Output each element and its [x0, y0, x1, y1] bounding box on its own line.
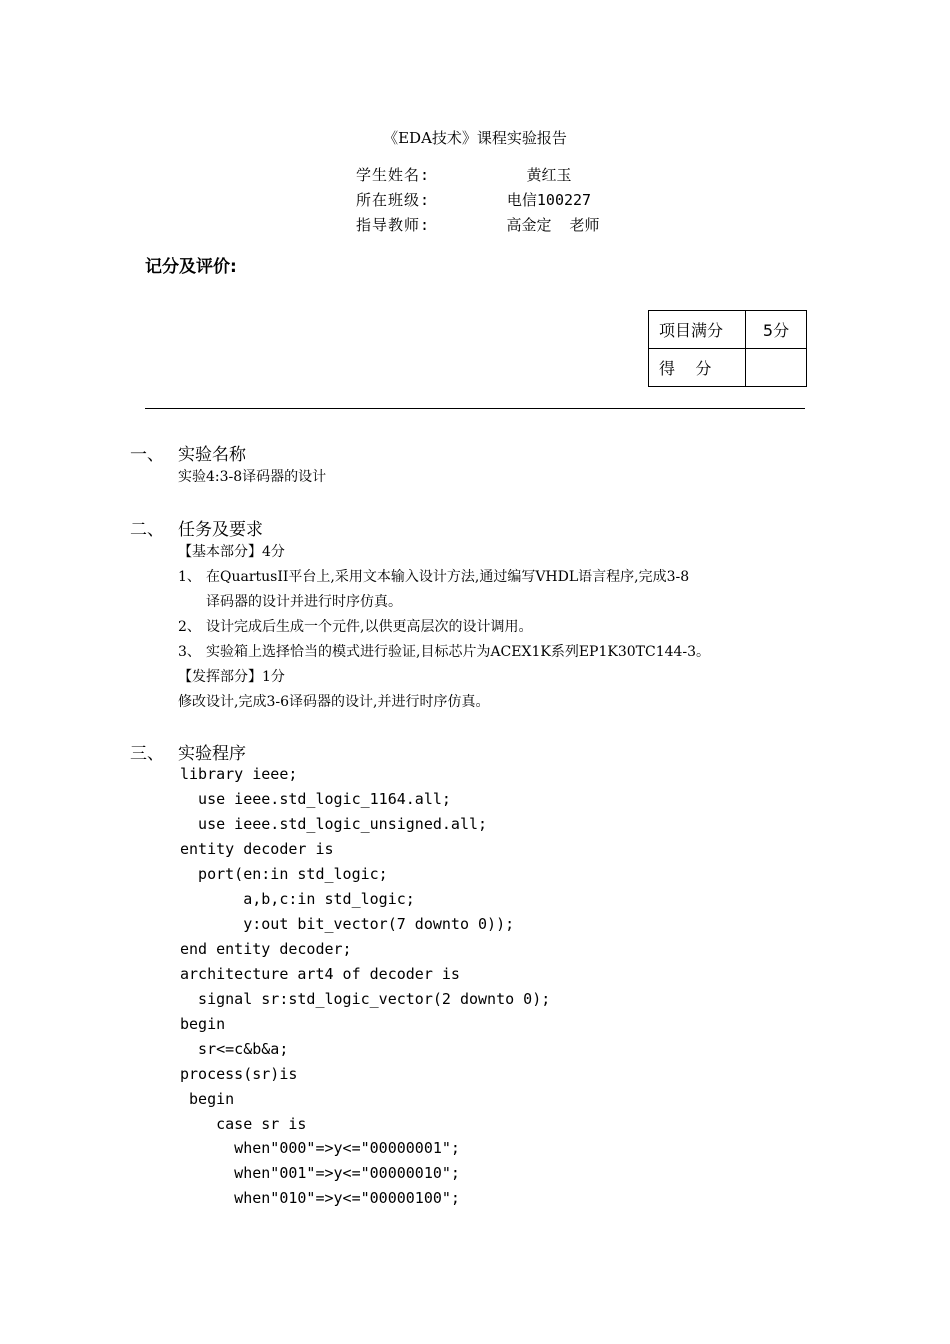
section-3-number: 三、: [130, 744, 164, 764]
code-line: library ieee;: [180, 765, 298, 783]
teacher-value: 高金定 老师: [506, 216, 600, 234]
teacher-label: 指导教师:: [356, 216, 431, 234]
class-value: 电信100227: [506, 191, 592, 209]
code-line: y:out bit_vector(7 downto 0));: [180, 915, 515, 933]
code-line: use ieee.std_logic_1164.all;: [180, 790, 451, 808]
item-3-number: 3、: [178, 644, 201, 660]
code-line: begin: [180, 1015, 226, 1033]
code-line: when"001"=>y<="00000010";: [180, 1164, 460, 1182]
score-table: [648, 310, 807, 387]
code-line: end entity decoder;: [180, 940, 352, 958]
class-label: 所在班级:: [356, 191, 431, 209]
report-title: 《EDA技术》课程实验报告: [383, 129, 567, 147]
code-line: process(sr)is: [180, 1065, 298, 1083]
code-line: when"000"=>y<="00000001";: [180, 1139, 460, 1157]
score-heading: 记分及评价:: [145, 257, 237, 277]
code-line: when"010"=>y<="00000100";: [180, 1189, 460, 1207]
student-name-value: 黄红玉: [526, 166, 572, 184]
extra-part-label: 【发挥部分】1分: [178, 669, 285, 685]
item-2-text: 设计完成后生成一个元件,以供更高层次的设计调用。: [206, 619, 533, 635]
score-table-row: [649, 311, 807, 349]
section-1-title: 实验名称: [178, 445, 246, 465]
student-name-label: 学生姓名:: [356, 166, 431, 184]
code-line: a,b,c:in std_logic;: [180, 890, 415, 908]
code-line: case sr is: [180, 1115, 307, 1133]
section-3-title: 实验程序: [178, 744, 246, 764]
item-1-line-1: 在QuartusII平台上,采用文本输入设计方法,通过编写VHDL语言程序,完成3-8: [206, 569, 690, 585]
item-1-line-2: 译码器的设计并进行时序仿真。: [206, 594, 402, 610]
full-score-value: 5分: [746, 311, 807, 349]
score-value: [746, 349, 807, 387]
code-line: architecture art4 of decoder is: [180, 965, 460, 983]
basic-part-label: 【基本部分】4分: [178, 544, 285, 560]
score-label: 得 分: [649, 349, 746, 387]
item-3-text: 实验箱上选择恰当的模式进行验证,目标芯片为ACEX1K系列EP1K30TC144-3。: [206, 644, 711, 660]
code-line: signal sr:std_logic_vector(2 downto 0);: [180, 990, 551, 1008]
code-line: sr<=c&b&a;: [180, 1040, 289, 1058]
item-1-number: 1、: [178, 569, 201, 585]
extra-part-content: 修改设计,完成3-6译码器的设计,并进行时序仿真。: [178, 694, 490, 710]
section-1-content: 实验4:3-8译码器的设计: [178, 469, 327, 485]
section-2-number: 二、: [130, 520, 164, 540]
section-1-number: 一、: [130, 445, 164, 465]
code-line: begin: [180, 1090, 235, 1108]
section-2-title: 任务及要求: [178, 520, 263, 540]
score-table-row: [649, 349, 807, 387]
item-2-number: 2、: [178, 619, 201, 635]
code-line: use ieee.std_logic_unsigned.all;: [180, 815, 488, 833]
full-score-label: 项目满分: [649, 311, 746, 349]
code-line: port(en:in std_logic;: [180, 865, 388, 883]
code-line: entity decoder is: [180, 840, 334, 858]
horizontal-divider: [145, 408, 805, 409]
